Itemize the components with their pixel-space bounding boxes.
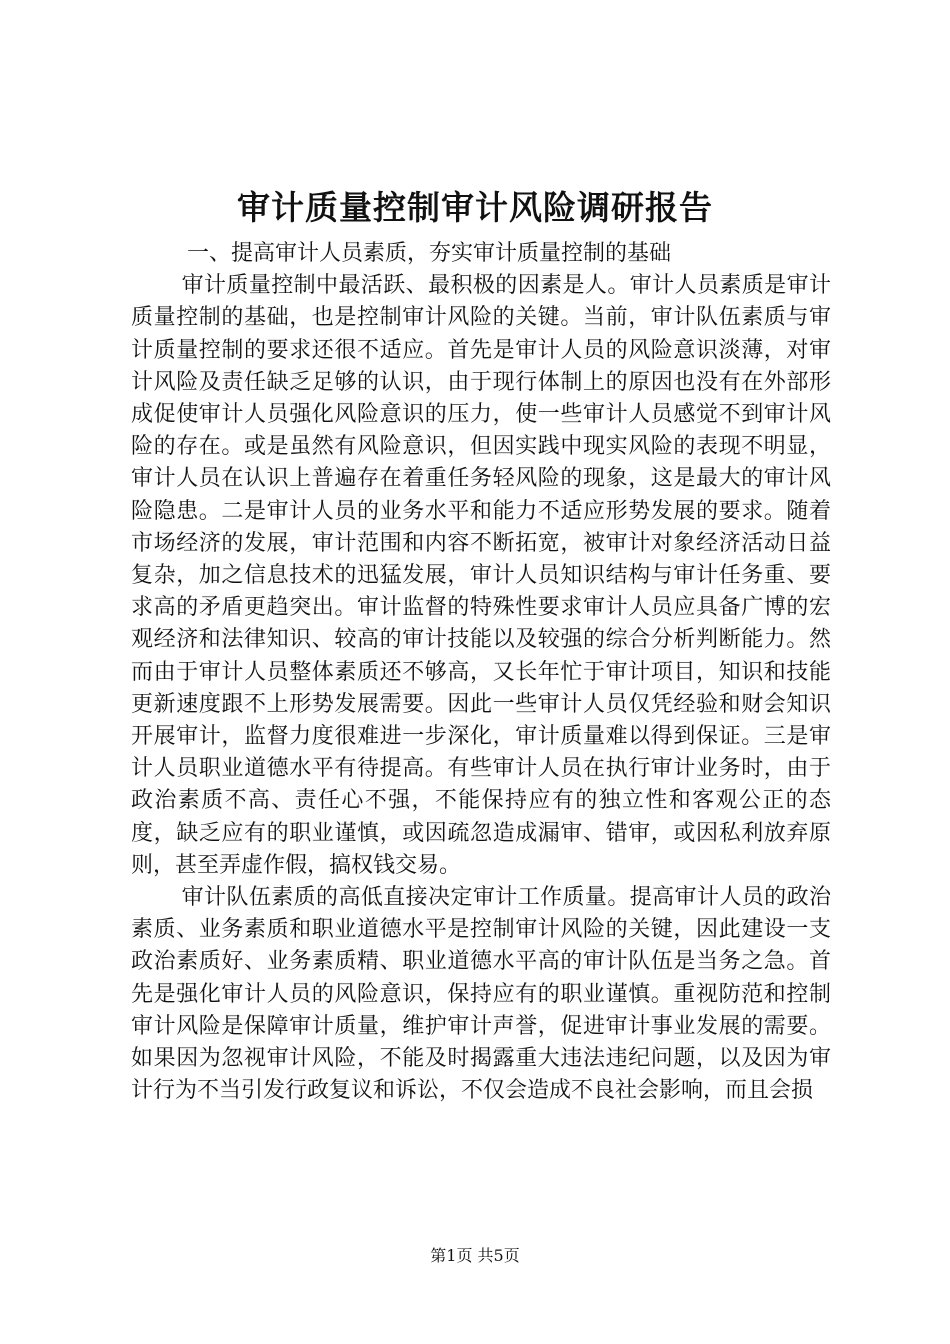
page-footer: 第1页 共5页	[430, 1246, 520, 1265]
document-title: 审计质量控制审计风险调研报告	[237, 188, 713, 227]
paragraph: 审计质量控制中最活跃、最积极的因素是人。审计人员素质是审计质量控制的基础，也是控制审计风险的关键。当前，审计队伍素质与审计质量控制的要求还很不适应。首先是审计人员的风险意识淡薄，对审计风险及责任缺乏足够的认识，由于现行体制上的原因也没有在外部形成促使审计人员强化风险意识的压力，使一些审计人员感觉不到审计风险的存在。或是虽然有风险意识，但因实践中现实风险的表现不明显，审计人员在认识上普遍存在着重任务轻风险的现象，这是最大的审计风险隐患。二是审计人员的业务水平和能力不适应形势发展的要求。随着市场经济的发展，审计范围和内容不断拓宽，被审计对象经济活动日益复杂，加之信息技术的迅猛发展，审计人员知识结构与审计任务重、要求高的矛盾更趋突出。审计监督的特殊性要求审计人员应具备广博的宏观经济和法律知识、较高的审计技能以及较强的综合分析判断能力。然而由于审计人员整体素质还不够高，又长年忙于审计项目，知识和技能更新速度跟不上形势发展需要。因此一些审计人员仅凭经验和财会知识开展审计，监督力度很难进一步深化，审计质量难以得到保证。三是审计人员职业道德水平有待提高。有些审计人员在执行审计业务时，由于政治素质不高、责任心不强，不能保持应有的独立性和客观公正的态度，缺乏应有的职业谨慎，或因疏忽造成漏审、错审，或因私利放弃原则，甚至弄虚作假，搞权钱交易。	[131, 273, 831, 878]
section-heading: 一、提高审计人员素质，夯实审计质量控制的基础	[187, 241, 672, 266]
document-body	[131, 238, 831, 1107]
paragraph: 审计队伍素质的高低直接决定审计工作质量。提高审计人员的政治素质、业务素质和职业道德水平是控制审计风险的关键，因此建设一支政治素质好、业务素质精、职业道德水平高的审计队伍是当务之急。首先是强化审计人员的风险意识，保持应有的职业谨慎。重视防范和控制审计风险是保障审计质量，维护审计声誉，促进审计事业发展的需要。如果因为忽视审计风险，不能及时揭露重大违法违纪问题，以及因为审计行为不当引发行政复议和诉讼，不仅会造成不良社会影响，而且会损	[131, 885, 831, 1104]
